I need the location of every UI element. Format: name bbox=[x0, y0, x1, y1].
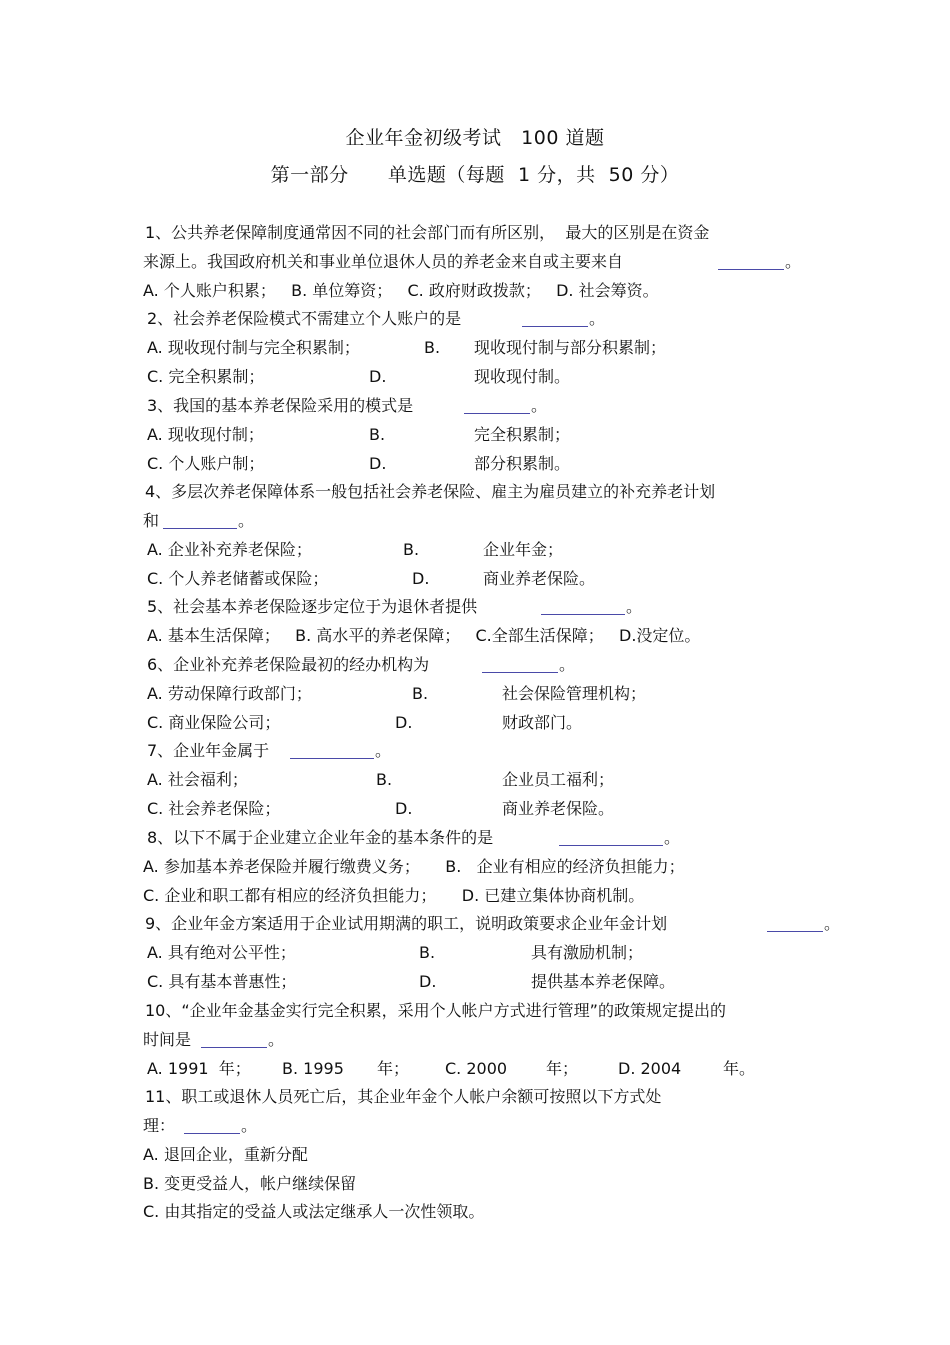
question-10-text: 10、“企业年金基金实行完全积累，采用个人帐户方式进行管理”的政策规定提出的 bbox=[145, 1001, 726, 1020]
question-8-options-cd: C. 企业和职工都有相应的经济负担能力； D. 已建立集体协商机制。 bbox=[143, 886, 645, 905]
question-10-text-cont: 时间是 bbox=[143, 1030, 192, 1049]
question-4-text: 4、多层次养老保障体系一般包括社会养老保险、雇主为雇员建立的补充养老计划 bbox=[145, 482, 716, 501]
option-b: 社会保险管理机构； bbox=[502, 684, 647, 703]
question-9-text: 9、企业年金方案适用于企业试用期满的职工，说明政策要求企业年金计划 bbox=[145, 914, 668, 933]
option-d-letter: D. bbox=[395, 713, 413, 732]
option-d-letter: D. bbox=[419, 972, 437, 991]
option-b-value: B. 1995 bbox=[282, 1059, 344, 1078]
option-a: A. 退回企业，重新分配 bbox=[143, 1145, 308, 1164]
question-3-text: 3、我国的基本养老保险采用的模式是 bbox=[147, 396, 414, 415]
option-b: 企业年金； bbox=[483, 540, 564, 559]
option-d-letter: D. bbox=[369, 367, 387, 386]
section-heading: 第一部分 单选题（每题 1 分，共 50 分） bbox=[270, 164, 680, 186]
question-7-text: 7、企业年金属于 bbox=[147, 741, 270, 760]
period-mark: 。 bbox=[531, 396, 548, 415]
period-mark: 。 bbox=[824, 914, 841, 933]
question-5-options: A. 基本生活保障； B. 高水平的养老保障； C.全部生活保障； D.没定位。 bbox=[147, 626, 701, 645]
option-b: 完全积累制； bbox=[474, 425, 571, 444]
option-c: C. 社会养老保险； bbox=[147, 799, 281, 818]
period-mark: 。 bbox=[626, 597, 643, 616]
answer-blank bbox=[184, 1118, 240, 1134]
period-mark: 。 bbox=[589, 309, 606, 328]
question-5-text: 5、社会基本养老保险逐步定位于为退休者提供 bbox=[147, 597, 478, 616]
question-1-text: 1、公共养老保障制度通常因不同的社会部门而有所区别， 最大的区别是在资金 bbox=[145, 223, 710, 242]
option-d-letter: D. bbox=[412, 569, 430, 588]
option-d-value: D. 2004 bbox=[618, 1059, 682, 1078]
answer-blank bbox=[541, 599, 625, 615]
answer-blank bbox=[464, 398, 530, 414]
answer-blank bbox=[522, 311, 588, 327]
option-a: A. 企业补充养老保险； bbox=[147, 540, 312, 559]
answer-blank bbox=[201, 1032, 267, 1048]
option-d: 现收现付制。 bbox=[474, 367, 571, 386]
option-b: 具有激励机制； bbox=[531, 943, 644, 962]
option-d: 财政部门。 bbox=[502, 713, 583, 732]
option-b: 企业员工福利； bbox=[502, 770, 615, 789]
period-mark: 。 bbox=[241, 1116, 258, 1135]
option-c: C. 由其指定的受益人或法定继承人一次性领取。 bbox=[143, 1202, 485, 1221]
answer-blank bbox=[482, 657, 558, 673]
option-c: C. 商业保险公司； bbox=[147, 713, 281, 732]
option-a: A. 社会福利； bbox=[147, 770, 248, 789]
question-11-text-cont: 理： bbox=[143, 1116, 176, 1135]
answer-blank bbox=[767, 916, 823, 932]
question-4-text-cont: 和 bbox=[143, 511, 160, 530]
answer-blank bbox=[163, 513, 237, 529]
option-b-unit: 年； bbox=[377, 1059, 410, 1078]
period-mark: 。 bbox=[559, 655, 576, 674]
answer-blank bbox=[290, 743, 374, 759]
option-c: C. 完全积累制； bbox=[147, 367, 265, 386]
option-b-letter: B. bbox=[424, 338, 441, 357]
answer-blank bbox=[559, 830, 663, 846]
option-b: B. 变更受益人，帐户继续保留 bbox=[143, 1174, 357, 1193]
option-d-letter: D. bbox=[395, 799, 413, 818]
option-d: 部分积累制。 bbox=[474, 454, 571, 473]
question-1-options: A. 个人账户积累； B. 单位筹资； C. 政府财政拨款； D. 社会筹资。 bbox=[143, 281, 659, 300]
question-8-text: 8、以下不属于企业建立企业年金的基本条件的是 bbox=[147, 828, 494, 847]
option-d: 提供基本养老保障。 bbox=[531, 972, 676, 991]
period-mark: 。 bbox=[268, 1030, 285, 1049]
option-b-letter: B. bbox=[412, 684, 429, 703]
document-title: 企业年金初级考试 100 道题 bbox=[345, 127, 605, 149]
question-2-text: 2、社会养老保险模式不需建立个人账户的是 bbox=[147, 309, 462, 328]
period-mark: 。 bbox=[664, 828, 681, 847]
option-d: 商业养老保险。 bbox=[483, 569, 596, 588]
option-d-letter: D. bbox=[369, 454, 387, 473]
question-8-options-ab: A. 参加基本养老保险并履行缴费义务； B. 企业有相应的经济负担能力； bbox=[143, 857, 685, 876]
option-c: C. 具有基本普惠性； bbox=[147, 972, 297, 991]
question-11-text: 11、职工或退休人员死亡后，其企业年金个人帐户余额可按照以下方式处 bbox=[145, 1087, 662, 1106]
option-a: A. 劳动保障行政部门； bbox=[147, 684, 312, 703]
option-b-letter: B. bbox=[369, 425, 386, 444]
option-a: A. 1991 年； bbox=[147, 1059, 251, 1078]
option-b-letter: B. bbox=[419, 943, 436, 962]
period-mark: 。 bbox=[238, 511, 255, 530]
option-b: 现收现付制与部分积累制； bbox=[474, 338, 667, 357]
option-a: A. 现收现付制与完全积累制； bbox=[147, 338, 360, 357]
answer-blank bbox=[718, 254, 784, 270]
option-c: C. 个人养老储蓄或保险； bbox=[147, 569, 329, 588]
question-6-text: 6、企业补充养老保险最初的经办机构为 bbox=[147, 655, 430, 674]
option-a: A. 现收现付制； bbox=[147, 425, 264, 444]
option-b-letter: B. bbox=[376, 770, 393, 789]
period-mark: 。 bbox=[375, 741, 392, 760]
option-a: A. 具有绝对公平性； bbox=[147, 943, 296, 962]
period-mark: 。 bbox=[785, 252, 802, 271]
option-c: C. 个人账户制； bbox=[147, 454, 265, 473]
option-d: 商业养老保险。 bbox=[502, 799, 615, 818]
option-d-unit: 年。 bbox=[723, 1059, 756, 1078]
option-c-unit: 年； bbox=[546, 1059, 579, 1078]
question-1-text-cont: 来源上。我国政府机关和事业单位退休人员的养老金来自或主要来自 bbox=[143, 252, 624, 271]
option-b-letter: B. bbox=[403, 540, 420, 559]
option-c-value: C. 2000 bbox=[445, 1059, 508, 1078]
